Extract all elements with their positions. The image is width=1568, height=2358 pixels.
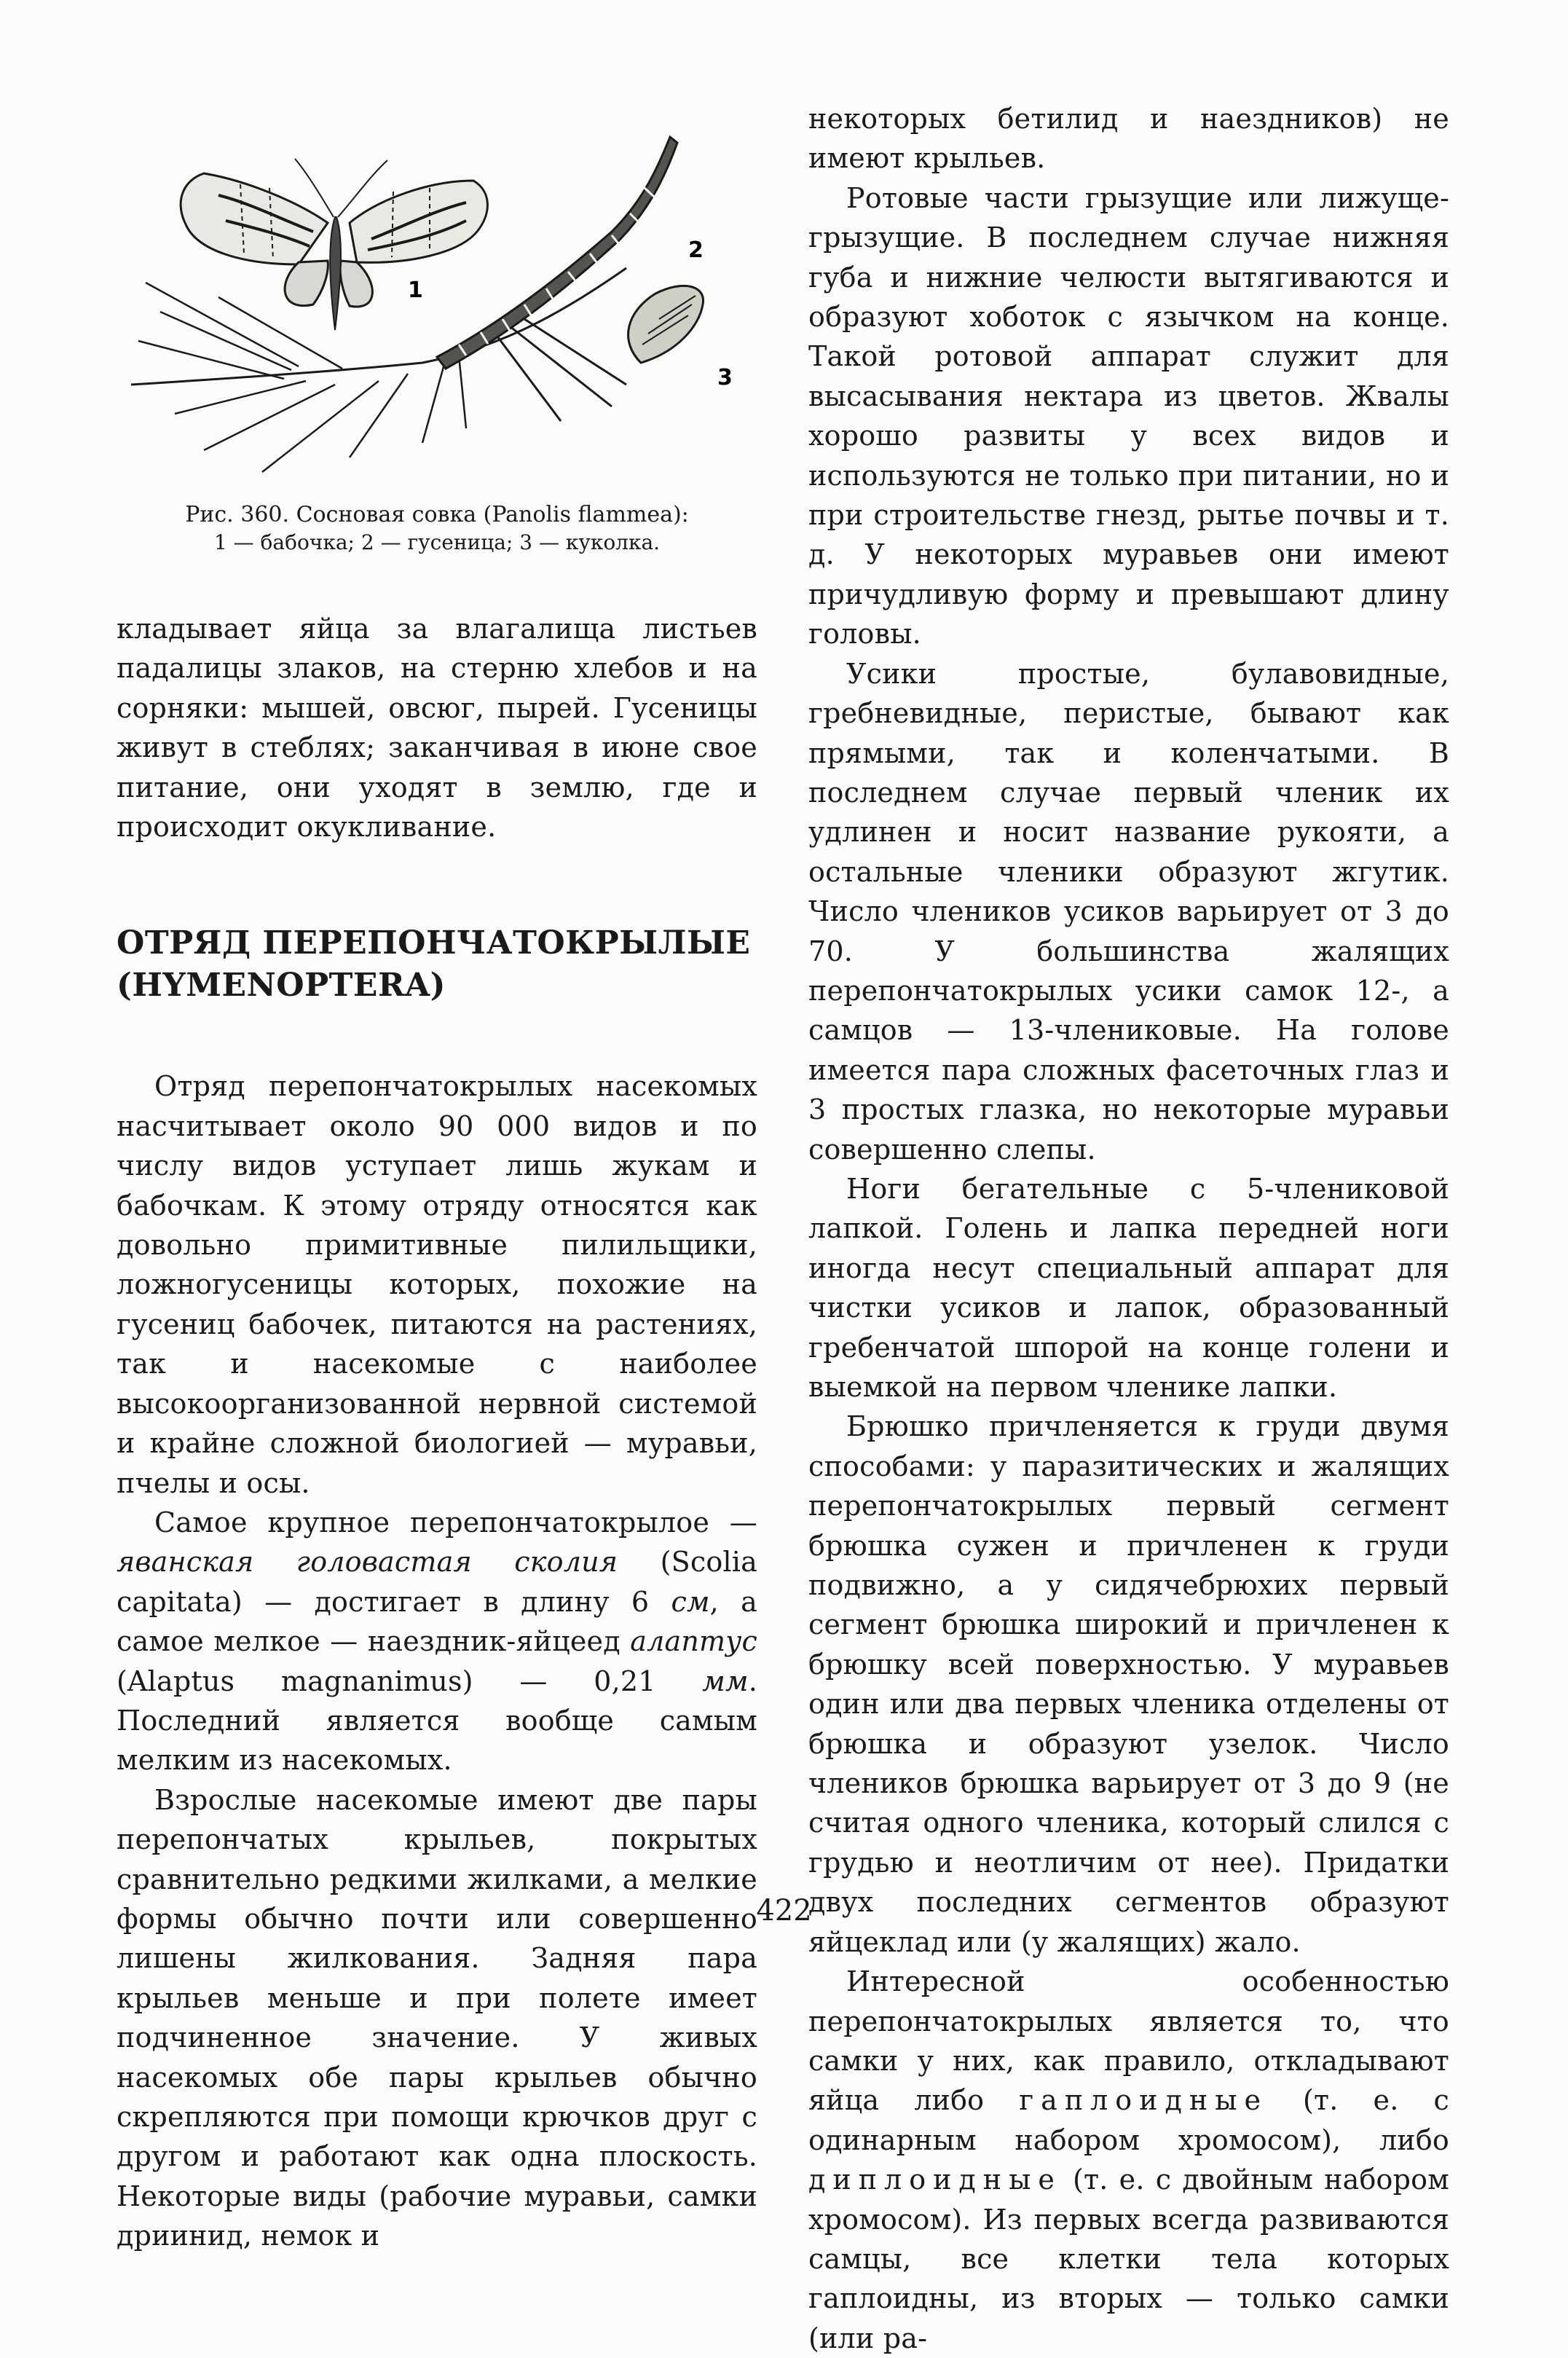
right-column [808, 99, 1449, 2358]
moth-illustration [117, 93, 757, 501]
right-paragraph-2: Усики простые, булавовидные, гребневидные, перистые, бывают как прямыми, так и коленчатыми. В последнем случае первый членик их удлинен и носит название рукояти, а остальные членики образуют жгутик. Число члеников усиков варьирует от 3 до 70. У большинства жалящих перепончатокрылых усики самок 12-, а самцов — 13-члениковые. На голове имеется пара сложных фасеточных глаз и 3 простых глазка, но некоторые муравьи совершенно слепы. [808, 657, 1449, 1166]
figure-label-3: 3 [717, 365, 733, 390]
moth-adult-drawing [181, 159, 487, 330]
species-name-alaptus: алаптус [630, 1625, 757, 1658]
figure-caption-title: Рис. 360. Сосновая совка (Panolis flammea): [185, 502, 689, 527]
right-paragraph-continuation: некоторых бетилид и наездников) не имеют крыльев. [808, 103, 1449, 175]
left-paragraph-1: Отряд перепончатокрылых насекомых насчитывает около 90 000 видов и по числу видов уступает лишь жукам и бабочкам. К этому отряду относятся как довольно примитивные пилильщики, ложногусеницы которых, похожие на гусениц бабочек, питаются на растениях, так и насекомые с наиболее высокоорганизованной нервной системой и крайне сложной биологией — муравьи, пчелы и осы. [117, 1070, 757, 1499]
left-column [117, 93, 757, 2256]
para2-text-b: (Scolia capitata) — достигает в длину 6 [117, 1546, 757, 1618]
figure-caption-parts: 1 — бабочка; 2 — гусеница; 3 — куколка. [213, 530, 661, 554]
para2-text-d: (Alaptus magnanimus) — 0,21 [117, 1665, 703, 1697]
para5-text-b: (т. е. с одинарным набором хромосом), либо [808, 2084, 1449, 2156]
unit-mm: мм [702, 1665, 749, 1697]
term-diploid: диплоидные [808, 2164, 1062, 2196]
para2-text-c: , а самое мелкое — наездник-яйцеед [117, 1585, 757, 1658]
figure-label-1: 1 [408, 278, 423, 303]
right-paragraph-1: Ротовые части грызущие или лижуще-грызущие. В последнем случае нижняя губа и нижние челюсти вытягиваются и образуют хоботок с язычком на конце. Такой ротовой аппарат служит для высасывания нектара из цветов. Жвалы хорошо развиты у всех видов и используются не только при питании, но и при строительстве гнезд, рытье почвы и т. д. У некоторых муравьев они имеют причудливую форму и превышают длину головы. [808, 181, 1449, 651]
figure-label-2: 2 [688, 237, 704, 263]
para2-text-e: . Последний является вообще самым мелким из насекомых. [117, 1665, 757, 1777]
para5-text-c: (т. е. с двойным набором хромосом). Из первых всегда развиваются самцы, все клетки тела которых гаплоидны, из вторых — только самки (или ра- [808, 2164, 1449, 2354]
para5-text-a: Интересной особенностью перепончатокрылых является то, что самки у них, как правило, откладывают яйца либо [808, 1965, 1449, 2117]
right-paragraph-5 [808, 1962, 1449, 2358]
term-haploid: гаплоидные [1019, 2084, 1268, 2117]
heading-line-1: ОТРЯД ПЕРЕПОНЧАТОКРЫЛЫЕ [117, 924, 751, 962]
unit-cm: см [671, 1585, 710, 1618]
right-paragraph-4: Брюшко причленяется к груди двумя способами: у паразитических и жалящих перепончатокрылых первый сегмент брюшка сужен и причленен к груди подвижно, а у сидячебрюхих первый сегмент брюшка широкий и причленен к брюшку всей поверхностью. У муравьев один или два первых членика отделены от брюшка и образуют узелок. Число члеников брюшка варьирует от 3 до 9 (не считая одного членика, который слился с грудью и неотличим от нее). Придатки двух последних сегментов образуют яйцеклад или (у жалящих) жало. [808, 1410, 1449, 1958]
para2-text-a: Самое крупное перепончатокрылое — [154, 1506, 757, 1538]
figure-pine-beauty-moth [117, 93, 757, 501]
left-paragraph-3: Взрослые насекомые имеют две пары перепончатых крыльев, покрытых сравнительно редкими жилками, а мелкие формы обычно почти или совершенно лишены жилкования. Задняя пара крыльев меньше и при полете имеет подчиненное значение. У живых насекомых обе пары крыльев обычно скрепляются при помощи крючков друг с другом и работают как одна плоскость. Некоторые виды (рабочие муравьи, самки дриинид, немок и [117, 1783, 757, 2252]
species-name-scolia: яванская головастая сколия [117, 1546, 618, 1579]
pupa-drawing [629, 286, 704, 363]
right-paragraph-3: Ноги бегательные с 5-члениковой лапкой. Голень и лапка передней ноги иногда несут специальный аппарат для чистки усиков и лапок, образованный гребенчатой шпорой на конце голени и выемкой на первом членике лапки. [808, 1172, 1449, 1403]
heading-line-2: (HYMENOPTERA) [117, 967, 446, 1005]
left-paragraph-2 [117, 1503, 757, 1780]
page-number: 422 [756, 1894, 812, 1927]
left-paragraph-continuation: кладывает яйца за влагалища листьев падалицы злаков, на стерню хлебов и на сорняки: мышей, овсюг, пырей. Гусеницы живут в стеблях; заканчивая в июне свое питание, они уходят в землю, где и происходит окукливание. [117, 613, 757, 844]
figure-caption [117, 501, 757, 557]
section-heading [117, 922, 757, 1007]
